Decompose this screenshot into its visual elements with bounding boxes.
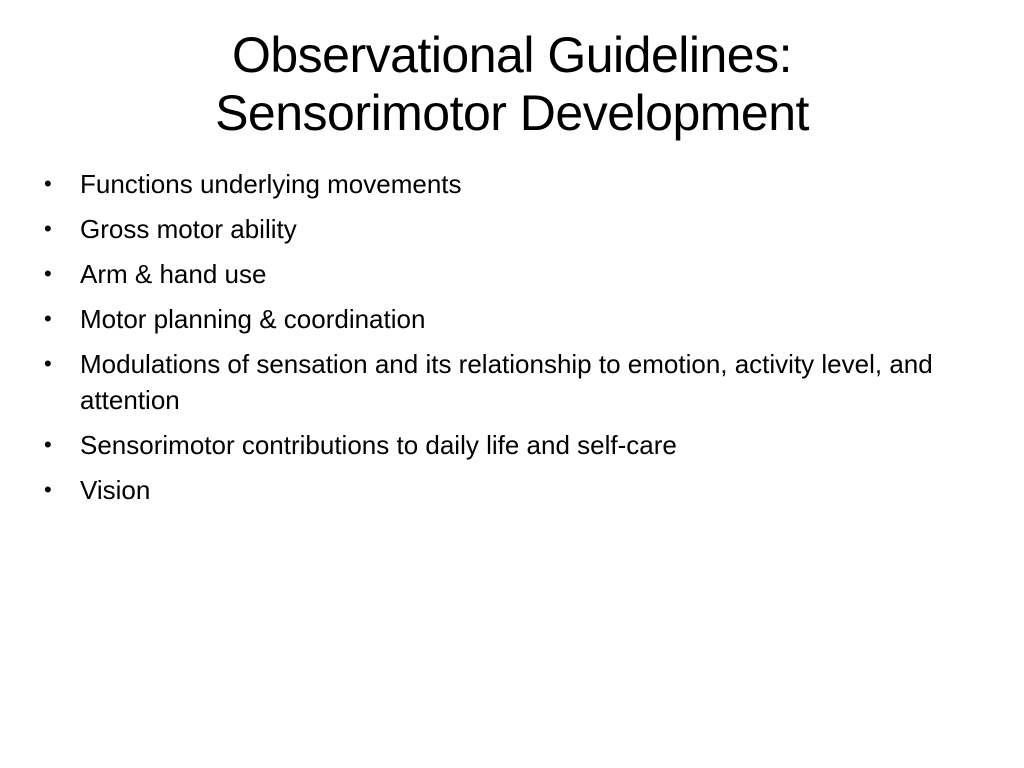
bullet-item-modulations-of-sensation [44,346,994,418]
slide-title-line-2: Sensorimotor Development [215,85,809,141]
bullet-text: Functions underlying movements [80,169,462,199]
bullet-item-gross-motor-ability [44,211,994,247]
bullet-item-vision [44,472,994,508]
slide-title [60,26,964,142]
bullet-item-functions-underlying-movements [44,166,994,202]
bullet-point-icon: • [44,261,52,286]
bullet-text: Modulations of sensation and its relationship to emotion, activity level, and attention [80,349,933,415]
bullet-point-icon: • [44,216,52,241]
slide-title-line-1: Observational Guidelines: [231,27,793,83]
bullet-item-motor-planning [44,301,994,337]
bullet-point-icon: • [44,477,52,502]
bullet-text: Sensorimotor contributions to daily life and self-care [80,430,677,460]
bullet-text: Vision [80,475,151,505]
bullet-text: Arm & hand use [80,259,267,289]
bullet-list [44,166,994,517]
bullet-item-sensorimotor-contributions [44,427,994,463]
bullet-point-icon: • [44,351,52,376]
bullet-point-icon: • [44,306,52,331]
bullet-text: Gross motor ability [80,214,297,244]
bullet-item-arm-hand-use [44,256,994,292]
bullet-text: Motor planning & coordination [80,304,426,334]
bullet-point-icon: • [44,432,52,457]
bullet-point-icon: • [44,171,52,196]
